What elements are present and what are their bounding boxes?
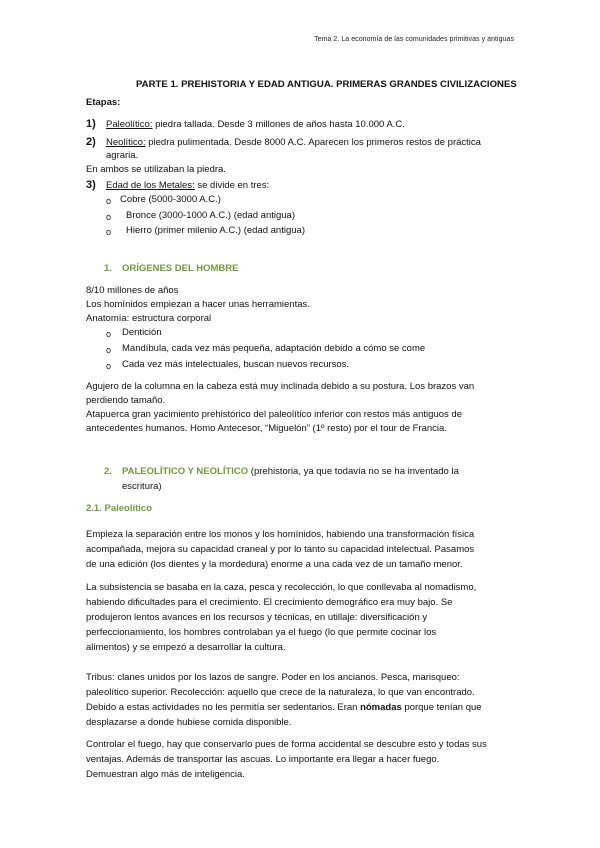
bullet-marker: o <box>106 361 112 371</box>
section-subtitle: (prehistoria, ya que todavía no se ha inventado la <box>248 466 459 477</box>
stage-text-cont: agraria. <box>106 150 139 161</box>
bullet-marker: o <box>106 345 112 355</box>
stage-number: 1) <box>86 118 96 130</box>
stage-name: Paleolítico: <box>106 119 153 130</box>
emphasis-nomadas: nómadas <box>360 702 402 713</box>
subsection-title: 2.1. Paleolítico <box>86 503 152 514</box>
paragraph-line: antecedentes humanos. Homo Antecesor, “Miguelón” (1º resto) por el tour de Francia. <box>86 423 447 434</box>
paragraph-line: alimentos) y se empezó a desarrollar la cultura. <box>86 642 286 653</box>
paragraph-line: habiendo dificultades para el crecimiento. El crecimiento demográfico era muy bajo. Se <box>86 597 453 608</box>
section-title: ORÍGENES DEL HOMBRE <box>122 263 239 274</box>
stage-text: piedra tallada. Desde 3 millones de años hasta 10.000 A.C. <box>152 119 405 130</box>
stage-text: se divide en tres: <box>194 180 270 191</box>
text-line: Los homínidos empiezan a hacer unas herramientas. <box>86 299 310 310</box>
stage-item <box>106 119 405 131</box>
paragraph-line: Demuestran algo más de inteligencia. <box>86 769 245 780</box>
stage-name: Neolítico: <box>106 137 146 148</box>
paragraph-line: Empieza la separación entre los monos y los homínidos, habiendo una transformación física <box>86 529 475 540</box>
bullet-marker: o <box>106 196 112 206</box>
document-title: PARTE 1. PREHISTORIA Y EDAD ANTIGUA. PRIMERAS GRANDES CIVILIZACIONES <box>136 79 517 90</box>
stages-note: En ambos se utilizaban la piedra. <box>86 164 226 175</box>
paragraph-line <box>86 702 482 714</box>
text-line: Anatomía: estructura corporal <box>86 313 212 324</box>
paragraph-line: desplazarse a donde hubiese comida disponible. <box>86 717 292 728</box>
bullet-marker: o <box>106 212 112 222</box>
list-item: Cada vez más intelectuales, buscan nuevos recursos. <box>122 359 350 370</box>
stage-number: 3) <box>86 179 96 191</box>
text-line: 8/10 millones de años <box>86 285 179 296</box>
section-number: 2. <box>104 466 112 477</box>
running-header: Tema 2. La economía de las comunidades primitivas y antiguas <box>314 36 514 43</box>
list-item: Bronce (3000-1000 A.C.) (edad antigua) <box>126 210 295 221</box>
section-heading <box>122 466 459 478</box>
paragraph-line: Agujero de la columna en la cabeza está muy inclinada debido a su postura. Los brazos van <box>86 381 475 392</box>
stage-text: piedra pulimentada. Desde 8000 A.C. Aparecen los primeros restos de práctica <box>145 137 481 148</box>
paragraph-line: Controlar el fuego, hay que conservarlo pues de forma accidental se descubre esto y todas sus <box>86 739 487 750</box>
stage-name: Edad de los Metales: <box>106 180 195 191</box>
text-run: porque tenían que <box>401 702 482 713</box>
etapas-label: Etapas: <box>86 97 121 108</box>
list-item: Cobre (5000-3000 A.C.) <box>120 194 221 205</box>
section-title: PALEOLÍTICO Y NEOLÍTICO <box>122 466 249 477</box>
paragraph-line: paleolítico superior. Recolección: aquello que crece de la naturaleza, lo que van encontrado. <box>86 687 475 698</box>
section-number: 1. <box>104 263 112 274</box>
paragraph-line: perfeccionamiento, los hombres controlaban ya el fuego (lo que permite cocinar los <box>86 627 437 638</box>
bullet-marker: o <box>106 227 112 237</box>
list-item: Mandíbula, cada vez más pequeña, adaptación debido a cómo se come <box>122 343 426 354</box>
stage-item <box>106 180 269 192</box>
paragraph-line: acompañada, mejora su capacidad craneal y por lo tanto su capacidad intelectual. Pasamos <box>86 544 475 555</box>
section-subtitle-cont: escritura) <box>122 481 162 492</box>
paragraph-line: Tribus: clanes unidos por los lazos de sangre. Poder en los ancianos. Pesca, marisqueo: <box>86 672 460 683</box>
stage-number: 2) <box>86 136 96 148</box>
stage-item <box>106 137 481 149</box>
list-item: Hierro (primer milenio A.C.) (edad antigua) <box>126 225 305 236</box>
paragraph-line: produjeron lentos avances en los recursos y técnicas, en utillaje: diversificación y <box>86 612 428 623</box>
paragraph-line: Atapuerca gran yacimiento prehistórico del paleolítico inferior con restos más antiguos de <box>86 409 462 420</box>
paragraph-line: perdiendo tamaño. <box>86 395 166 406</box>
bullet-marker: o <box>106 329 112 339</box>
paragraph-line: de una edición (los dientes y la mordedura) enorme a una cada vez de un tamaño menor. <box>86 559 463 570</box>
list-item: Dentición <box>122 327 162 338</box>
paragraph-line: La subsistencia se basaba en la caza, pesca y recolección, lo que conllevaba al nomadismo, <box>86 582 477 593</box>
text-run: Debido a estas actividades no les permitía ser sedentarios. Eran <box>86 702 361 713</box>
paragraph-line: ventajas. Además de transportar las ascuas. Lo importante era llegar a hacer fuego. <box>86 754 440 765</box>
